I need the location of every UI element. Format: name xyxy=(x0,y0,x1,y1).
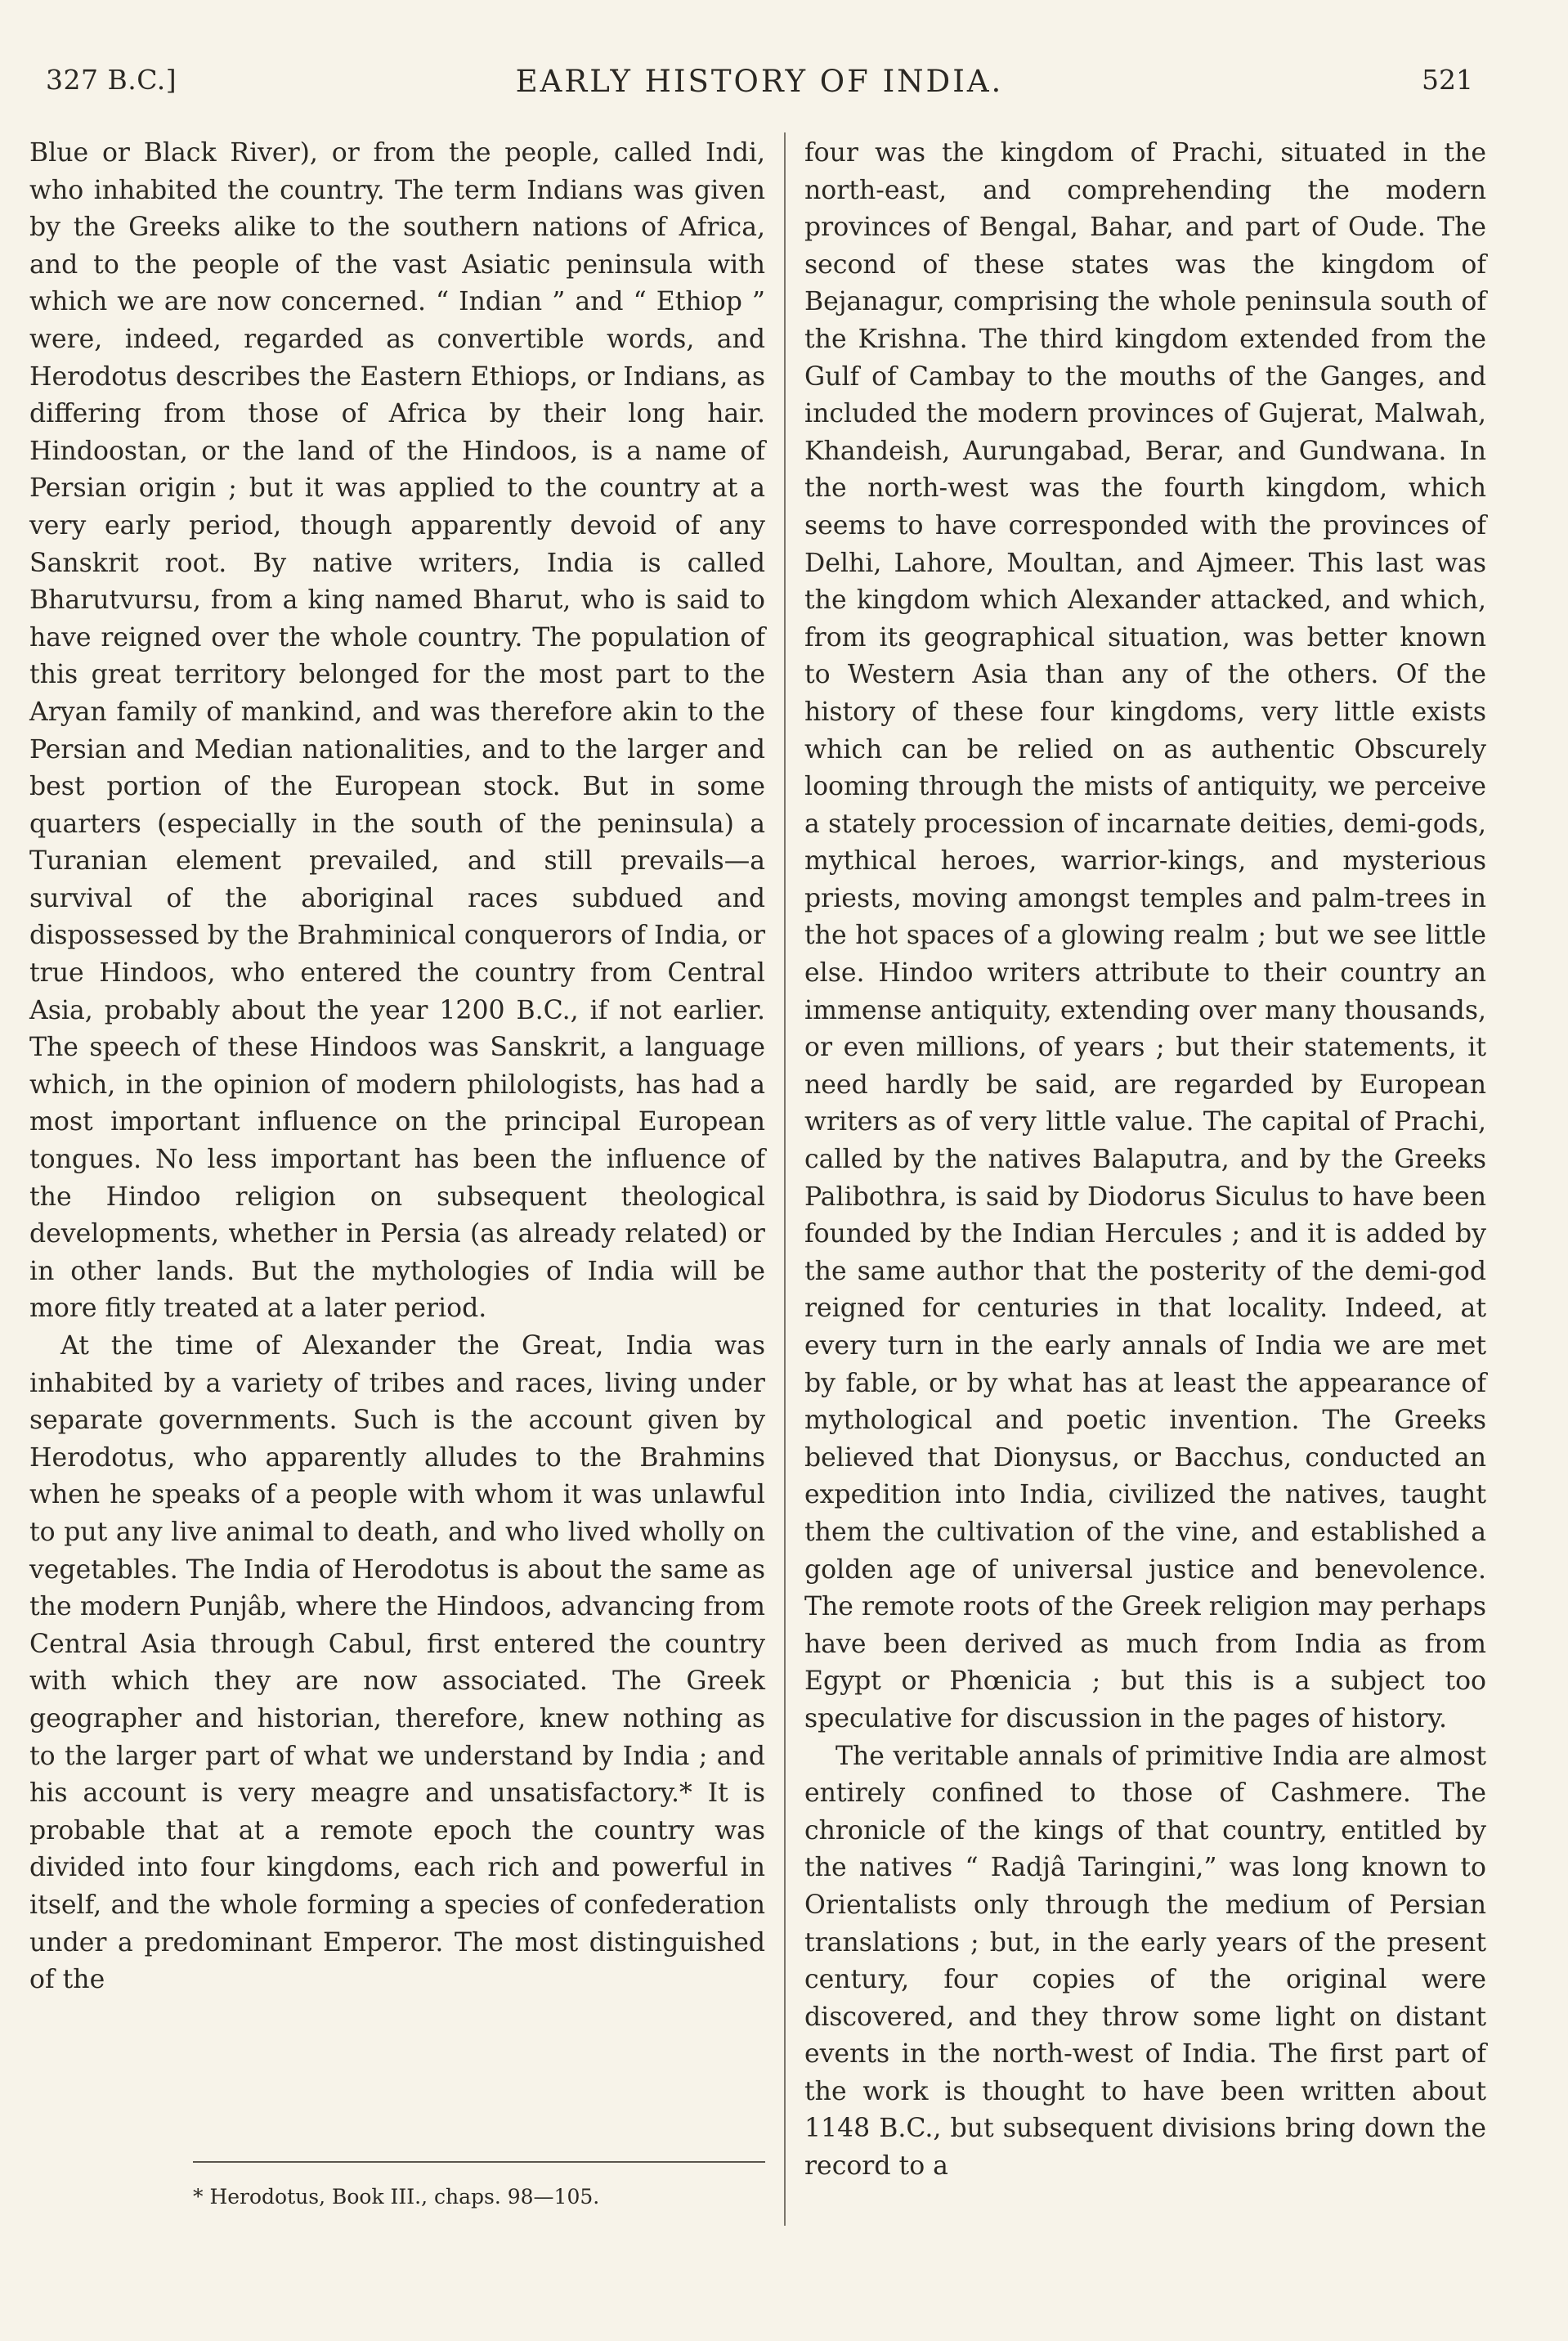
page-number: 521 xyxy=(1422,64,1473,96)
paragraph: four was the kingdom of Prachi, situated in the north-east, and comprehending the modern provinces of Bengal, Bahar, and part of Oude. The second of these states was the kingdom of Bejanagur, comprising the whole peninsula south of the Krishna. The third kingdom extended from the Gulf of Cambay to the mouths of the Ganges, and included the modern provinces of Gujerat, Malwah, Khandeish, Aurungabad, Berar, and Gundwana. In the north-west was the fourth kingdom, which seems to have corresponded with the provinces of Delhi, Lahore, Moultan, and Ajmeer. This last was the kingdom which Alexander attacked, and which, from its geographical situation, was better known to Western Asia than any of the others. Of the history of these four kingdoms, very little exists which can be relied on as authentic Obscurely looming through the mists of antiquity, we perceive a stately procession of incarnate deities, demi-gods, mythical heroes, warrior-kings, and mysterious priests, moving amongst temples and palm-trees in the hot spaces of a glowing realm ; but we see little else. Hindoo writers attribute to their country an immense antiquity, extending over many thousands, or even millions, of years ; but their statements, it need hardly be said, are regarded by European writers as of very little value. The capital of Prachi, called by the natives Balaputra, and by the Greeks Palibothra, is said by Diodorus Siculus to have been founded by the Indian Hercules ; and it is added by the same author that the posterity of the demi-god reigned for centuries in that locality. Indeed, at every turn in the early annals of India we are met by fable, or by what has at least the appearance of mythological and poetic invention. The Greeks believed that Dionysus, or Bacchus, conducted an expedition into India, civilized the natives, taught them the cultivation of the vine, and established a golden age of universal justice and benevolence. The remote roots of the Greek religion may perhaps have been derived as much from India as from Egypt or Phœnicia ; but this is a subject too speculative for discussion in the pages of history. xyxy=(804,138,1486,1733)
footnote-rule xyxy=(193,2161,765,2163)
page-header xyxy=(46,64,1473,105)
left-column xyxy=(29,135,765,1999)
footnote: * Herodotus, Book III., chaps. 98—105. xyxy=(193,2185,600,2209)
paragraph: Blue or Black River), or from the people, called Indi, who inhabited the country. The term Indians was given by the Greeks alike to the southern nations of Africa, and to the people of the vast Asiatic peninsula with which we are now concerned. “ Indian ” and “ Ethiop ” were, indeed, regarded as convertible words, and Herodotus describes the Eastern Ethiops, or Indians, as differing from those of Africa by their long hair. Hindoostan, or the land of the Hindoos, is a name of Persian origin ; but it was applied to the country at a very early period, though apparently devoid of any Sanskrit root. By native writers, India is called Bharutvursu, from a king named Bharut, who is said to have reigned over the whole country. The population of this great territory belonged for the most part to the Aryan family of mankind, and was therefore akin to the Persian and Median nationalities, and to the larger and best portion of the European stock. But in some quarters (especially in the south of the peninsula) a Turanian element prevailed, and still prevails—a survival of the aboriginal races subdued and dispossessed by the Brahminical conquerors of India, or true Hindoos, who entered the country from Central Asia, probably about the year 1200 B.C., if not earlier. The speech of these Hindoos was Sanskrit, a language which, in the opinion of modern philologists, has had a most important influence on the principal European tongues. No less important has been the influence of the Hindoo religion on subsequent theological developments, whether in Persia (as already related) or in other lands. But the mythologies of India will be more fitly treated at a later period. xyxy=(29,138,765,1324)
running-title: EARLY HISTORY OF INDIA. xyxy=(515,64,1004,99)
header-date: 327 B.C.] xyxy=(46,64,177,96)
paragraph: At the time of Alexander the Great, India was inhabited by a variety of tribes and races, living under separate governments. Such is the account given by Herodotus, who apparently alludes to the Brahmins when he speaks of a people with whom it was unlawful to put any live animal to death, and who lived wholly on vegetables. The India of Herodotus is about the same as the modern Punjâb, where the Hindoos, advancing from Central Asia through Cabul, first entered the country with which they are now associated. The Greek geographer and historian, therefore, knew nothing as to the larger part of what we understand by India ; and his account is very meagre and unsatisfactory.* It is probable that at a remote epoch the country was divided into four kingdoms, each rich and powerful in itself, and the whole forming a species of confederation under a predominant Emperor. The most distinguished of the xyxy=(29,1331,765,1995)
paragraph: The veritable annals of primitive India are almost entirely confined to those of Cashmere. The chronicle of the kings of that country, entitled by the natives “ Radjâ Taringini,” was long known to Orientalists only through the medium of Persian translations ; but, in the early years of the present century, four copies of the original were discovered, and they throw some light on distant events in the north-west of India. The first part of the work is thought to have been written about 1148 B.C., but subsequent divisions bring down the record to a xyxy=(804,1741,1486,2182)
column-divider xyxy=(784,132,786,2226)
right-column xyxy=(804,135,1486,2186)
